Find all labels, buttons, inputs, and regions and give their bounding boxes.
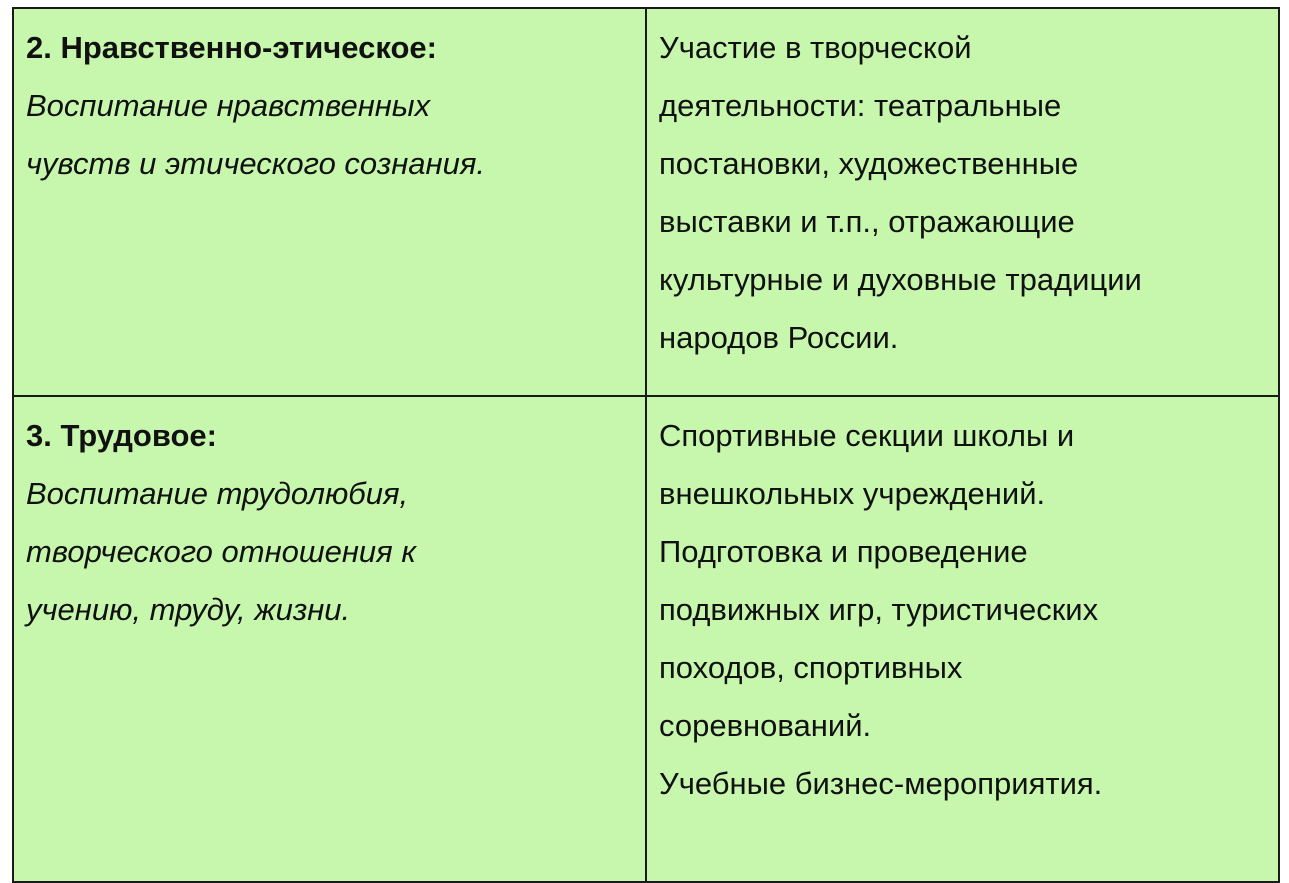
activity-line: подвижных игр, туристических — [659, 592, 1099, 627]
activity-line: деятельности: театральные — [659, 88, 1062, 123]
direction-cell — [13, 396, 646, 882]
direction-description-line: Воспитание нравственных — [26, 88, 431, 123]
education-table — [12, 7, 1280, 883]
activity-line: Подготовка и проведение — [659, 534, 1028, 569]
activity-line: культурные и духовные традиции — [659, 262, 1142, 297]
activity-line: Учебные бизнес-мероприятия. — [659, 766, 1103, 801]
activity-cell — [646, 396, 1279, 882]
direction-description-line: творческого отношения к — [26, 534, 416, 569]
direction-cell — [13, 8, 646, 396]
activity-line: соревнований. — [659, 708, 872, 743]
direction-description-line: Воспитание трудолюбия, — [26, 476, 409, 511]
activity-line: Спортивные секции школы и — [659, 418, 1075, 453]
activity-line: выставки и т.п., отражающие — [659, 204, 1075, 239]
activity-cell — [646, 8, 1279, 396]
direction-heading: 2. Нравственно-этическое: — [26, 30, 437, 65]
table-row — [13, 8, 1279, 396]
direction-description-line: учению, труду, жизни. — [26, 592, 351, 627]
activity-line: постановки, художественные — [659, 146, 1079, 181]
table-row — [13, 396, 1279, 882]
activity-line: Участие в творческой — [659, 30, 972, 65]
activity-line: внешкольных учреждений. — [659, 476, 1046, 511]
activity-line: народов России. — [659, 320, 899, 355]
direction-heading: 3. Трудовое: — [26, 418, 217, 453]
activity-line: походов, спортивных — [659, 650, 963, 685]
direction-description-line: чувств и этического сознания. — [26, 146, 486, 181]
